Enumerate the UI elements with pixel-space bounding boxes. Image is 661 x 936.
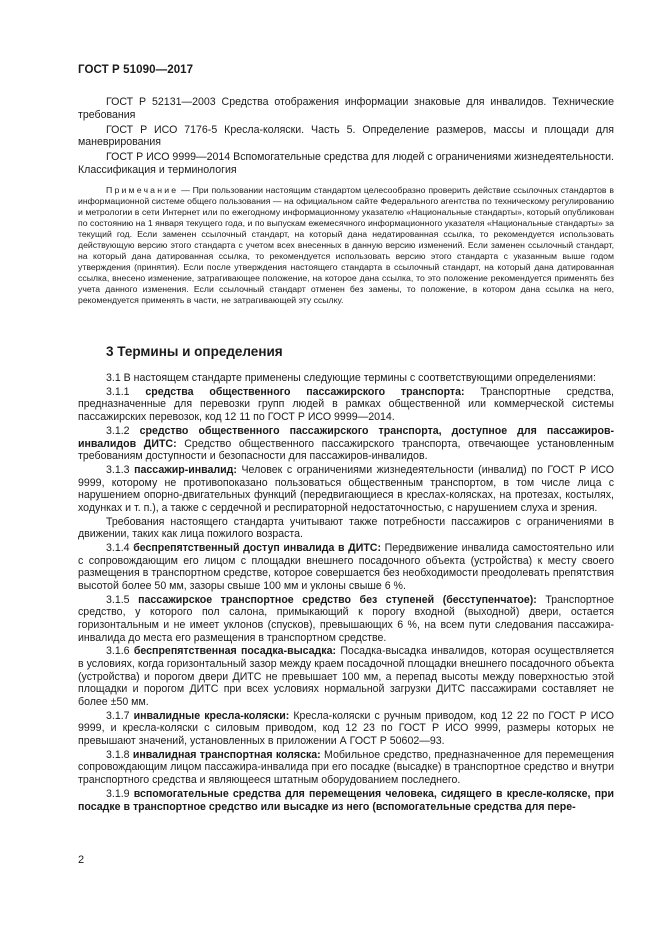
note-block: [78, 185, 614, 307]
term-definition: Транспортные средства, предназначенные для перевозки групп людей в рамках общественной или коммерческой системы пассажирских перевозок, код 12 11 по ГОСТ Р ИСО 9999—2014.: [78, 385, 614, 424]
references-list: [78, 96, 614, 179]
term-entry: [78, 594, 614, 645]
term-entry: [78, 710, 614, 748]
section-body: [78, 372, 614, 814]
term-definition: Передвижение инвалида самостоятельно или с сопровождающим его лицом с площадки внешнего посадочного объекта (устройства) к месту своего размещения в транспортном средстве, которое совершается без необходимости преодолевать препятствия высотой более 50 мм, зазоры свыше 100 мм и уклоны свыше 6 %.: [78, 542, 614, 592]
term-number: 3.1.3: [106, 463, 135, 476]
term-number: 3.1.6: [106, 645, 134, 658]
term-definition: Кресла-коляски с ручным приводом, код 12 22 по ГОСТ Р ИСО 9999, и кресла-коляски с силовым приводом, код 12 23 по ГОСТ Р ИСО 9999, размеры которых не превышают значений, установленных в приложении А ГОСТ Р 50602—93.: [78, 709, 614, 747]
note-text: — При пользовании настоящим стандартом целесообразно проверить действие ссылочных стандартов в информационной системе общего пользования — на официальном сайте Федерального агентства по техническому регулированию и метрологии в сети Интернет или по ежегодному информационному указателю «Национальные стандарты», который опубликован по состоянию на 1 января текущего года, и по выпускам ежемесячного информационного указателя «Национальные стандарты» за текущий год. Если заменен ссылочный стандарт, на который дана недатированная ссылка, то рекомендуется использовать действующую версию этого стандарта с учетом всех внесенных в данную версию изменений. Если заменен ссылочный стандарт, на который дана датированная ссылка, то рекомендуется использовать версию этого стандарта с указанным выше годом утверждения (принятия). Если после утверждения настоящего стандарта в ссылочный стандарт, на который дана датированная ссылка, внесено изменение, затрагивающее положение, на которое дана ссылка, то это положение рекомендуется применять без учета данного изменения. Если ссылочный стандарт отменен без замены, то положение, в котором дана ссылка на него, рекомендуется применять в части, не затрагивающей эту ссылку.: [78, 185, 614, 306]
term-definition: Посадка-высадка инвалидов, которая осуществляется в условиях, когда горизонтальный зазор между краем посадочной площадки внешнего посадочного объекта (устройства) и порогом двери ДИТС не превышает 100 мм, а перепад высоты между поверхностью этой площадки и порогом ДИТС при всех условиях нормальной загрузки ДИТС пассажирами составляет не более ±50 мм.: [78, 645, 614, 708]
note-label: Примечание: [106, 185, 179, 195]
term-title: беспрепятственный доступ инвалида в ДИТС:: [133, 542, 381, 555]
term-title: беспрепятственная посадка-высадка:: [133, 645, 336, 658]
term-number: 3.1.2: [106, 424, 140, 437]
term-entry: [78, 542, 614, 593]
term-number: 3.1.9: [106, 787, 134, 800]
reference-item: ГОСТ Р ИСО 7176-5 Кресла-коляски. Часть 5. Определение размеров, массы и площади для маневрирования: [78, 123, 614, 149]
term-title: инвалидные кресла-коляски:: [133, 709, 290, 722]
page-number: 2: [78, 854, 85, 866]
term-entry: [78, 516, 614, 541]
term-entry: [78, 425, 614, 463]
document-header: ГОСТ Р 51090—2017: [78, 64, 194, 76]
term-entry: [78, 749, 614, 787]
term-entry: [78, 464, 614, 515]
section-title: 3 Термины и определения: [106, 344, 283, 359]
term-definition: Требования настоящего стандарта учитывают также потребности пассажиров с ограничениями в движении, таких как лица пожилого возраста.: [78, 515, 614, 541]
reference-item: ГОСТ Р ИСО 9999—2014 Вспомогательные средства для людей с ограничениями жизнедеятельности. Классификация и терминология: [78, 151, 614, 176]
term-number: 3.1.5: [106, 593, 139, 606]
term-definition: Мобильное средство, предназначенное для перемещения сопровождающим лицом пассажира-инвалида при его посадке (высадке) в транспортное средство и внутри транспортного средства и являющееся штатным оборудованием последнего.: [78, 748, 614, 787]
term-title: инвалидная транспортная коляска:: [132, 748, 321, 761]
term-title: пассажир-инвалид:: [134, 463, 237, 476]
term-definition: Человек с ограничениями жизнедеятельности (инвалид) по ГОСТ Р ИСО 9999, которому не противопоказано пользоваться общественным транспортом, в том числе лица с нарушением опорно-двигательных функций (передвигающиеся в креслах-колясках, на протезах, костылях, ходунках и т. п.), а также с сердечной и респираторной недостаточностью, с нарушением слуха и зрения.: [78, 463, 615, 514]
reference-item: ГОСТ Р 52131—2003 Средства отображения информации знаковые для инвалидов. Технические требования: [78, 96, 614, 121]
intro-paragraph: 3.1 В настоящем стандарте применены следующие термины с соответствующими определениями:: [106, 372, 596, 384]
term-definition: Средство общественного пассажирского транспорта, отвечающее установленным требованиям доступности и безопасности для пассажиров-инвалидов.: [78, 437, 614, 463]
term-number: 3.1.7: [106, 709, 134, 722]
term-entry: [78, 788, 614, 813]
term-number: 3.1.1: [106, 385, 146, 398]
term-title: вспомогательные средства для перемещения человека, сидящего в кресле-коляске, при посадке в транспортное средство или высадке из него (вспомогательные средства для пере-: [78, 787, 614, 813]
term-number: 3.1.4: [106, 542, 134, 555]
term-title: средство общественного пассажирского транспорта, доступное для пассажиров-инвалидов ДИТС:: [78, 424, 614, 450]
term-number: 3.1.8: [106, 748, 133, 761]
term-entry: [78, 645, 614, 708]
term-definition: Транспортное средство, у которого пол салона, примыкающий к порогу входной (выходной) двери, остается горизонтальным и не имеет уклонов (спусков), превышающих 6 %, на всем пути следования пассажира-инвалида до места его размещения в транспортном средстве.: [78, 593, 614, 644]
term-title: пассажирское транспортное средство без ступеней (бесступенчатое):: [138, 593, 537, 606]
term-title: средства общественного пассажирского транспорта:: [145, 385, 465, 398]
term-entry: [78, 386, 614, 424]
